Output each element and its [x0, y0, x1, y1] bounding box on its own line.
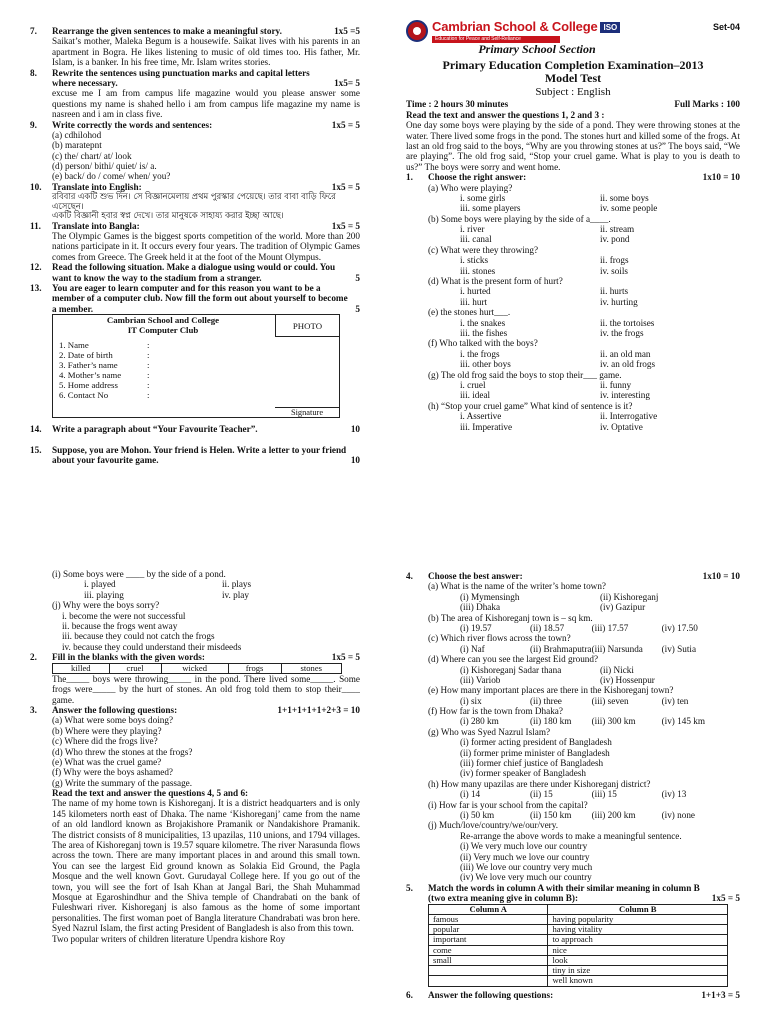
- question-marks: 5: [355, 272, 360, 283]
- mcq-question: (c) Which river flows across the town?: [428, 633, 571, 644]
- question-11: [30, 221, 360, 231]
- option: (i) 50 km: [460, 809, 495, 820]
- option: iv. hurting: [600, 296, 638, 307]
- option: iv. some people: [600, 203, 658, 214]
- table-row: [429, 925, 728, 935]
- question-number: 5.: [406, 882, 413, 893]
- table-cell: tiny in size: [548, 966, 728, 976]
- question-number: 9.: [30, 119, 37, 130]
- option: (ii) Nicki: [600, 664, 634, 675]
- list-item: (d) Who threw the stones at the frogs?: [52, 746, 193, 757]
- exam-title: Primary Education Completion Examination–2013: [442, 57, 704, 72]
- option: iv. the frogs: [600, 327, 644, 338]
- option: (iv) 145 km: [661, 716, 705, 727]
- option: iv. play: [222, 589, 249, 600]
- word-box-table: [52, 663, 342, 674]
- question-3-items: [30, 715, 360, 788]
- question-9-items: [30, 130, 360, 182]
- bottom-right-column: [406, 571, 740, 1024]
- question-2-body: The_____ boys were throwing_____ in the pond. There lived some_____. Some frogs were_____ by the hurt of stones. An old frog told them to stop their____ game.: [52, 673, 360, 705]
- option: (ii) Kishoreganj: [600, 591, 659, 602]
- column-header: Column A: [429, 904, 548, 914]
- question-7: [30, 26, 360, 36]
- option: (i) 14: [460, 789, 481, 800]
- mcq-question: (e) How many important places are there in the Kishoreganj town?: [428, 685, 674, 696]
- question-text: Suppose, you are Mohon. Your friend is Helen. Write a letter to your friend about your favourite game.: [52, 444, 347, 465]
- question-text: Match the words in column A with their similar meaning in column B (two extra meaning give in column B):: [428, 882, 700, 904]
- option: (iv) former speaker of Bangladesh: [460, 768, 587, 779]
- question-marks: 1x5 = 5: [331, 652, 360, 663]
- mcq-question: (f) How far is the town from Dhaka?: [428, 706, 563, 717]
- school-header: [406, 20, 740, 57]
- mcq-options: [428, 380, 740, 401]
- option: ii. an old man: [600, 348, 651, 359]
- colon: :: [147, 379, 150, 390]
- option: iii. canal: [460, 234, 492, 245]
- option: iv. soils: [600, 265, 628, 276]
- option: i. cruel: [460, 379, 486, 390]
- colon: :: [147, 389, 150, 400]
- colon: :: [147, 350, 150, 361]
- mcq-options: [428, 224, 740, 245]
- question-12: [30, 262, 360, 283]
- question-marks: 1x10 = 10: [702, 172, 740, 183]
- question-3: [30, 705, 360, 715]
- question-text: Read the following situation. Make a dialogue using would or could. You want to know the way to the stadium from a stranger.: [52, 262, 336, 283]
- question-number: 1.: [406, 172, 413, 183]
- option: i. the frogs: [460, 348, 500, 359]
- question-marks: 10: [350, 455, 360, 465]
- question-marks: 1x5 = 5: [331, 119, 360, 130]
- question-number: 14.: [30, 424, 42, 435]
- mcq-options: [428, 696, 740, 706]
- question-number: 10.: [30, 181, 42, 192]
- form-field-label: 3. Father’s name: [59, 360, 118, 371]
- question-8: [30, 68, 360, 89]
- list-item: (f) Why were the boys ashamed?: [52, 767, 174, 778]
- question-1-j: [30, 600, 360, 652]
- list-item: (g) Write the summary of the passage.: [52, 777, 193, 788]
- set-number: Set-04: [712, 22, 740, 32]
- mcq-options: [428, 831, 740, 883]
- option: (iii) 300 km: [591, 716, 636, 727]
- list-item: (b) Where were they playing?: [52, 725, 162, 736]
- mcq-options: [428, 592, 740, 613]
- school-tagline: Education for Peace and Self-Reliance: [432, 36, 560, 44]
- question-2: [30, 652, 360, 662]
- question-1-j-options: [52, 611, 360, 653]
- option: i. Assertive: [460, 411, 502, 422]
- list-item: (e) What was the cruel game?: [52, 756, 162, 767]
- option: i. sticks: [460, 255, 489, 266]
- question-1-j-text: (j) Why were the boys sorry?: [52, 600, 160, 611]
- option: (i) 19.57: [460, 622, 492, 633]
- question-10-bangla: [30, 192, 360, 220]
- iso-badge: ISO: [600, 22, 620, 33]
- question-marks: 1x5 =5: [334, 26, 360, 36]
- mcq-question: (j) Much/love/country/we/our/very.: [428, 820, 559, 831]
- matching-table: [428, 904, 728, 987]
- colon: :: [147, 370, 150, 381]
- question-text: Write correctly the words and sentences:: [52, 119, 213, 130]
- passage-1-intro: Read the text and answer the questions 1, 2 and 3 :: [406, 109, 605, 120]
- option: (ii) Very much we love our country: [460, 851, 590, 862]
- question-marks: 1x5= 5: [334, 77, 360, 88]
- bottom-left-column: [30, 569, 360, 1024]
- school-logo-icon: [406, 20, 428, 42]
- option: i. river: [460, 224, 485, 235]
- mcq-options: [428, 623, 740, 633]
- option: iii. some players: [460, 203, 521, 214]
- mcq-question: (f) Who talked with the boys?: [428, 338, 538, 349]
- question-text: Write a paragraph about “Your Favourite Teacher”.: [52, 424, 258, 435]
- question-number: 15.: [30, 444, 42, 455]
- mcq-question: (a) Who were playing?: [428, 182, 513, 193]
- form-field-label: 1. Name: [59, 340, 89, 351]
- table-cell: frogs: [228, 663, 281, 673]
- table-row: [53, 663, 342, 673]
- mcq-options: [428, 716, 740, 726]
- option: iii. stones: [460, 265, 496, 276]
- option: (iv) Sutia: [661, 643, 697, 654]
- question-4: [406, 571, 740, 581]
- school-name: Cambrian School & College: [432, 20, 598, 34]
- colon: :: [147, 340, 150, 351]
- form-title: [53, 316, 273, 336]
- mcq-question: (d) Where can you see the largest Eid ground?: [428, 654, 599, 665]
- top-right-column: [406, 20, 740, 515]
- option: i. hurted: [460, 286, 491, 297]
- option: (iii) 200 km: [591, 809, 636, 820]
- colon: :: [147, 360, 150, 371]
- list-item: (a) What were some boys doing?: [52, 715, 174, 726]
- question-text: Translate into Bangla:: [52, 220, 140, 231]
- question-1-items: [406, 183, 740, 432]
- bangla-line: একটি বিজ্ঞানী হবার স্বপ্ন দেখে। তার মানুষকে সাহায্য করার ইচ্ছা আছে।: [52, 210, 284, 221]
- mcq-question: (g) Who was Syed Nazrul Islam?: [428, 726, 551, 737]
- question-8-body: excuse me I am from campus life magazine would you please answer some questions my name is shahed hello i am from campus life magazine my name is nasreen and i am in class five.: [52, 88, 360, 120]
- option: ii. funny: [600, 379, 632, 390]
- signature-line: Signature: [275, 407, 339, 417]
- question-number: 2.: [30, 652, 37, 663]
- option: ii. Interrogative: [600, 411, 658, 422]
- option: iii. hurt: [460, 296, 488, 307]
- mcq-question: (h) “Stop your cruel game” What kind of sentence is it?: [428, 400, 633, 411]
- school-brand: [432, 20, 713, 57]
- table-cell: to approach: [548, 935, 728, 945]
- question-text: Choose the right answer:: [428, 172, 527, 183]
- table-cell: stones: [281, 663, 341, 673]
- form-field-label: 4. Mother’s name: [59, 370, 122, 381]
- option: (ii) 18.57: [530, 622, 565, 633]
- exam-type: Model Test: [544, 71, 602, 86]
- question-9: [30, 120, 360, 130]
- list-item: (d) person/ bithi/ quiet/ is/ a.: [52, 161, 157, 172]
- option: ii. the tortoises: [600, 317, 655, 328]
- table-cell: having vitality: [548, 925, 728, 935]
- option: (iii) 15: [591, 789, 617, 800]
- option: (i) former acting president of Bangladesh: [460, 737, 612, 748]
- option: iii. playing: [84, 589, 124, 600]
- option: iv. an old frogs: [600, 359, 656, 370]
- table-row: [429, 935, 728, 945]
- option: iv. because they could understand their misdeeds: [62, 641, 242, 652]
- option: ii. plays: [222, 579, 252, 590]
- mcq-question: (c) What were they throwing?: [428, 244, 539, 255]
- option: (iv) We love very much our country: [460, 872, 592, 883]
- passage-1-body: One day some boys were playing by the side of a pond. They were throwing stones at the water. There lived some frogs in the pond. The stones hurt and killed some of the frogs. At last an old frog said to the boys, “Why are you throwing stones at us?” The boys said, “We are playing”. The old frog said, “Stop your cruel game. What is play to you is death to us?” The boys were sorry and went home.: [406, 120, 740, 172]
- option: (ii) Brahmaputra: [530, 643, 592, 654]
- question-text: Fill in the blanks with the given words:: [52, 652, 205, 663]
- option: (i) Naf: [460, 643, 485, 654]
- mcq-question: (b) Some boys were playing by the side of a____.: [428, 213, 611, 224]
- mcq-question: (a) What is the name of the writer’s home town?: [428, 581, 606, 592]
- mcq-options: [428, 349, 740, 370]
- table-cell: popular: [429, 925, 548, 935]
- table-row: [429, 966, 728, 976]
- table-cell: come: [429, 945, 548, 955]
- question-marks: 10: [350, 424, 360, 435]
- question-7-body: Saikat’s mother, Maleka Begum is a housewife. Saikat lives with his parents in an apartment in Bogra. He likes listening to music of old times too. His father, Mr. Islam, is a banker. In his free time, Mr. Islam writes stories.: [52, 36, 360, 68]
- form-field-label: 5. Home address: [59, 379, 118, 390]
- question-4-items: [406, 581, 740, 882]
- option: i. the snakes: [460, 317, 506, 328]
- membership-form: [52, 314, 340, 418]
- mcq-options: [428, 789, 740, 799]
- option: ii. some boys: [600, 192, 649, 203]
- option: ii. frogs: [600, 255, 629, 266]
- option: (i) Kishoreganj Sadar thana: [460, 664, 562, 675]
- question-marks: 5: [355, 303, 360, 314]
- table-cell: important: [429, 935, 548, 945]
- mcq-options: [428, 318, 740, 339]
- question-text: You are eager to learn computer and for this reason you want to be a member of a computer club. Now fill the form out about yourself to become a member.: [52, 283, 348, 314]
- question-marks: 1x5 = 5: [331, 181, 360, 192]
- table-row: [429, 945, 728, 955]
- table-cell: killed: [53, 663, 110, 673]
- option: i. become the were not successful: [62, 610, 186, 621]
- option: (ii) 150 km: [530, 809, 572, 820]
- question-number: 12.: [30, 262, 42, 273]
- option: ii. hurts: [600, 286, 629, 297]
- mcq-question: (d) What is the present form of hurt?: [428, 276, 563, 287]
- mcq-options: [428, 411, 740, 432]
- option: (i) We very much love our country: [460, 841, 588, 852]
- passage-2-intro: Read the text and answer the questions 4, 5 and 6:: [52, 788, 249, 799]
- option: (iii) 17.57: [591, 622, 629, 633]
- table-cell: small: [429, 955, 548, 965]
- passage-2-last-line: Two popular writers of children literature Upendra kishore Roy: [52, 933, 286, 944]
- option: i. played: [84, 579, 116, 590]
- question-number: 6.: [406, 989, 413, 1000]
- option: iv. Optative: [600, 421, 643, 432]
- question-13: [30, 283, 360, 314]
- mcq-question: (b) The area of Kishoreganj town is – sq km.: [428, 612, 593, 623]
- option: (i) Mymensingh: [460, 591, 520, 602]
- table-cell: look: [548, 955, 728, 965]
- question-marks: 1+1+1+1+1+2+3 = 10: [277, 704, 360, 715]
- full-marks: Full Marks : 100: [674, 99, 740, 110]
- time-marks-row: [406, 99, 740, 109]
- column-header: Column B: [548, 904, 728, 914]
- mcq-options: [428, 255, 740, 276]
- option: (iii) seven: [591, 695, 629, 706]
- option: (iv) Hossenpur: [600, 674, 655, 685]
- table-cell: having popularity: [548, 914, 728, 924]
- mcq-options: [428, 810, 740, 820]
- table-cell: well known: [548, 976, 728, 986]
- option: (iii) We love our country very much: [460, 861, 593, 872]
- table-header-row: [429, 904, 728, 914]
- photo-box: PHOTO: [275, 315, 339, 337]
- exam-subject: Subject : English: [535, 85, 611, 98]
- table-row: [429, 955, 728, 965]
- question-5: [406, 883, 740, 904]
- question-text: Choose the best answer:: [428, 571, 523, 581]
- option: iv. pond: [600, 234, 630, 245]
- list-item: (c) Where did the frogs live?: [52, 736, 158, 747]
- brand-line: [432, 20, 713, 35]
- mcq-question: (i) Some boys were ____ by the side of a pond.: [52, 569, 226, 579]
- option: iii. because they could not catch the frogs: [62, 631, 215, 642]
- form-field-label: 6. Contact No: [59, 389, 109, 400]
- question-11-body: The Olympic Games is the biggest sports competition of the world. More than 200 nations participate in it. It occurs every four years. The tradition of Olympic Games comes from Greece. The Greek held it at the foot of the Mount Olympus.: [52, 231, 360, 262]
- question-marks: 1x5 = 5: [711, 893, 740, 904]
- option: iii. other boys: [460, 359, 511, 370]
- table-row: [429, 914, 728, 924]
- list-item: (b) maratepnt: [52, 140, 102, 151]
- question-15: [30, 445, 360, 466]
- passage-2-body: The name of my home town is Kishoreganj. It is a district headquarters and is only 145 kilometers north east of Dhaka. The name ‘Kishoreganj’ came from the name of an old landlord known as Brojakishore Pramanik or Nandakishore Pramanik. The district consists of 8 municipalities, 13 upazilas, 110 unions, and 1794 villages. The area of Kishoreganj town is 19.57 square kilometre. The river Narasunda flows across the town. There are many important places in and around this small town. You can see the largest Eid ground known as Solakia Eid Ground, the Pagla Mosque and the well known Govt. Gurudayal College here. If you go out of the town, you will see the fort of Isah Khan at Jangal Bari, the Shah Muhammad Mosque at Egaroshindhur and the Shiva temple of Chandrabati on the bank of Fuleshwari river. Kishoreganj is also famous as the home of some important personalities. The first woman poet of Bangla literature Chandrabati was bron here. Syed Nazrul Islam, the first acting President of Bangladesh is also from this town.: [52, 798, 360, 934]
- mcq-options: [428, 737, 740, 779]
- mcq-options: [428, 193, 740, 214]
- form-field-label: 2. Date of birth: [59, 350, 113, 361]
- option: (i) six: [460, 695, 482, 706]
- option: iii. the fishes: [460, 327, 508, 338]
- option: (ii) 180 km: [530, 716, 572, 727]
- option: Re-arrange the above words to make a meaningful sentence.: [460, 830, 682, 841]
- option: ii. stream: [600, 224, 635, 235]
- option: (iii) Narsunda: [591, 643, 643, 654]
- question-number: 8.: [30, 67, 37, 78]
- mcq-options: [428, 644, 740, 654]
- list-item: (a) cdhilohod: [52, 129, 102, 140]
- mcq-question: (i) How far is your school from the capital?: [428, 799, 588, 810]
- bangla-line: রবিবার একটি শুভ দিন। সে বিজ্ঞানমেলায় প্রথম পুরস্কার পেয়েছে। তার বাবা বাড়ি ফিরে এসেছেন।: [52, 191, 336, 211]
- table-row: [429, 976, 728, 986]
- question-marks: 1x10 = 10: [702, 571, 740, 581]
- form-title-club: IT Computer Club: [127, 325, 199, 336]
- top-left-column: [30, 26, 360, 496]
- option: i. some girls: [460, 192, 506, 203]
- option: (i) 280 km: [460, 716, 499, 727]
- question-1: [406, 172, 740, 182]
- mcq-question: (e) the stones hurt___.: [428, 307, 511, 318]
- question-text: Answer the following questions:: [52, 704, 178, 715]
- table-cell: cruel: [109, 663, 161, 673]
- question-text: Rearrange the given sentences to make a meaningful story.: [52, 26, 282, 36]
- mcq-question: (h) How many upazilas are there under Kishoreganj district?: [428, 778, 651, 789]
- option: (ii) former prime minister of Bangladesh: [460, 747, 610, 758]
- table-cell: [429, 966, 548, 976]
- list-item: (c) the/ chart/ at/ look: [52, 150, 132, 161]
- question-1-continued: [30, 569, 360, 600]
- question-marks: 1x5 = 5: [331, 220, 360, 231]
- option: (iv) Gazipur: [600, 602, 646, 613]
- form-title-school: Cambrian School and College: [106, 315, 220, 326]
- option: (iv) 13: [661, 789, 687, 800]
- form-fields: [59, 341, 149, 401]
- option: (ii) 15: [530, 789, 553, 800]
- option: (ii) three: [530, 695, 562, 706]
- mcq-question: (g) The old frog said the boys to stop their___ game.: [428, 369, 622, 380]
- option: (iv) ten: [661, 695, 689, 706]
- exam-time: Time : 2 hours 30 minutes: [406, 99, 509, 110]
- question-number: 4.: [406, 571, 413, 581]
- question-number: 13.: [30, 283, 42, 294]
- option: (iv) none: [661, 809, 696, 820]
- table-cell: famous: [429, 914, 548, 924]
- table-cell: wicked: [161, 663, 228, 673]
- question-number: 7.: [30, 26, 37, 36]
- option: (iii) Dhaka: [460, 602, 501, 613]
- table-cell: nice: [548, 945, 728, 955]
- question-6: [406, 990, 740, 1000]
- question-number: 3.: [30, 704, 37, 715]
- mcq-options: [428, 665, 740, 686]
- question-number: 11.: [30, 220, 41, 231]
- question-14: [30, 424, 360, 434]
- form-field: [59, 391, 149, 401]
- mcq-options: [428, 286, 740, 307]
- option: iv. interesting: [600, 390, 650, 401]
- option: (iii) Variob: [460, 674, 501, 685]
- school-section: Primary School Section: [478, 42, 596, 57]
- question-text: Translate into English:: [52, 181, 142, 192]
- question-marks: 1+1+3 = 5: [701, 989, 740, 1000]
- mcq-options: [52, 579, 360, 600]
- option: iii. Imperative: [460, 421, 513, 432]
- list-item: (e) back/ do / come/ when/ you?: [52, 171, 171, 182]
- option: iii. ideal: [460, 390, 491, 401]
- option: (iv) 17.50: [661, 622, 698, 633]
- question-text: Answer the following questions:: [428, 989, 554, 1000]
- table-cell: [429, 976, 548, 986]
- question-text: Rewrite the sentences using punctuation marks and capital letters where necessary.: [52, 67, 310, 88]
- option: ii. because the frogs went away: [62, 620, 178, 631]
- option: (iii) former chief justice of Bangladesh: [460, 758, 604, 769]
